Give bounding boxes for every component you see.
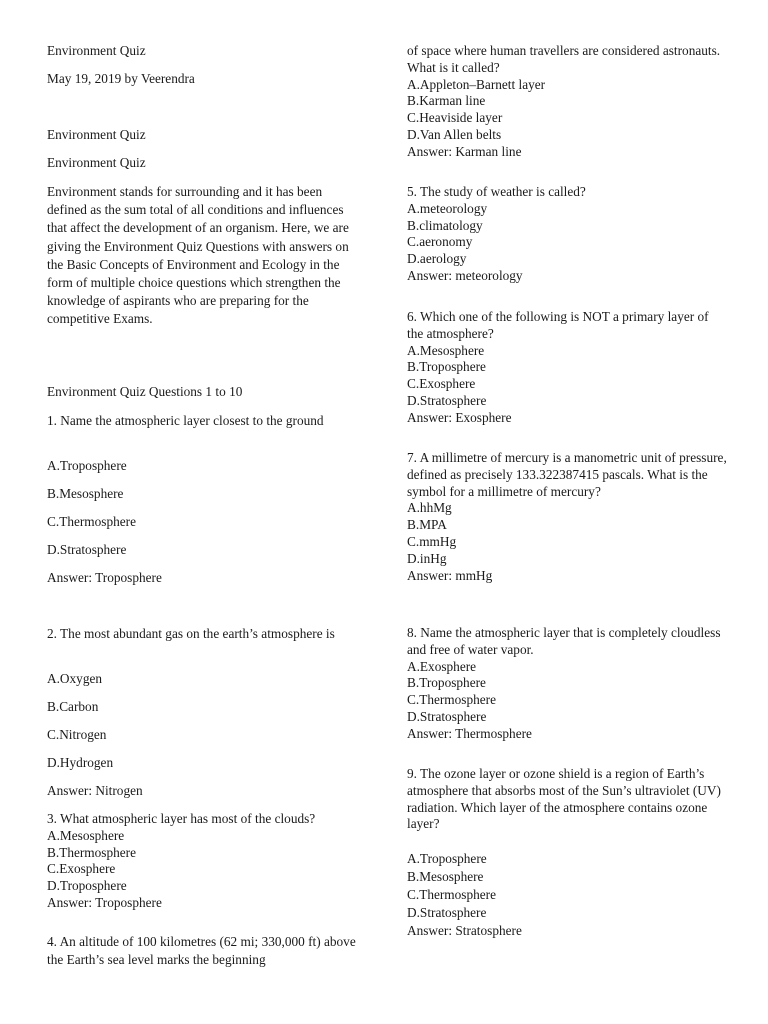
answer-line: Answer: Nitrogen [47,783,143,798]
heading-repeat-2: Environment Quiz [47,155,146,170]
option-a: A.Oxygen [47,671,103,686]
question-text: 3. What atmospheric layer has most of the clouds? [47,811,316,826]
option-b: B.climatology [407,217,483,233]
answer-line: Answer: Exosphere [407,409,512,425]
option-c: C.Heaviside layer [407,110,503,126]
option-d: D.Stratosphere [407,905,487,921]
question-text: 6. Which one of the following is NOT a primary layer of the atmosphere? [407,309,709,341]
option-c: C.Thermosphere [407,692,496,708]
section-heading: Environment Quiz Questions 1 to 10 [47,384,243,399]
question-4-continued [407,43,727,161]
option-d: D.Stratosphere [47,542,127,557]
answer-line: Answer: Troposphere [47,894,162,910]
option-a: A.Troposphere [47,458,127,473]
question-2 [47,625,365,798]
option-b: B.Mesosphere [407,869,484,885]
option-b: B.Thermosphere [47,844,136,860]
option-d: D.Van Allen belts [407,126,502,142]
question-6 [407,309,727,427]
option-a: A.hhMg [407,500,452,516]
option-b: B.Carbon [47,699,99,714]
option-d: D.inHg [407,550,447,566]
option-c: C.mmHg [407,533,457,549]
option-d: D.Troposphere [47,878,127,894]
question-text-continued: of space where human travellers are considered astronauts. What is it called? [407,43,721,75]
option-d: D.Stratosphere [407,708,487,724]
option-c: C.Nitrogen [47,727,107,742]
question-8 [407,625,727,743]
answer-line: Answer: Thermosphere [407,725,532,741]
date-byline: May 19, 2019 by Veerendra [47,71,195,86]
answer-line: Answer: meteorology [407,267,523,283]
option-b: B.Mesosphere [47,486,124,501]
question-9 [407,766,727,940]
intro-paragraph: Environment stands for surrounding and it has been defined as the sum total of all conditions and influences that affect the development of an organism. Here, we are giving the Environment Quiz Questions with answers on the Basic Concepts of Environment and Ecology in the form of multiple choice questions which strengthen the knowledge of aspirants who are preparing for the competitive Exams. [47,184,349,327]
answer-line: Answer: Troposphere [47,570,162,585]
option-c: C.Thermosphere [407,887,496,903]
answer-line: Answer: Stratosphere [407,923,522,939]
question-text: 4. An altitude of 100 kilometres (62 mi; 330,000 ft) above the Earth’s sea level marks the beginning [47,934,356,968]
doc-title: Environment Quiz [47,43,146,58]
option-b: B.Troposphere [407,359,486,375]
question-text: 1. Name the atmospheric layer closest to the ground [47,413,324,428]
question-text: 9. The ozone layer or ozone shield is a region of Earth’s atmosphere that absorbs most of the Sun’s ultraviolet (UV) radiation. Which layer of the atmosphere contains ozone layer? [407,766,721,832]
option-a: A.meteorology [407,200,488,216]
option-a: A.Appleton–Barnett layer [407,76,546,92]
option-b: B.Troposphere [407,675,486,691]
option-a: A.Troposphere [407,851,487,867]
heading-repeat-1: Environment Quiz [47,127,146,142]
option-b: B.MPA [407,517,447,533]
question-text: 8. Name the atmospheric layer that is completely cloudless and free of water vapor. [407,625,721,657]
question-text: 7. A millimetre of mercury is a manometric unit of pressure, defined as precisely 133.322387415 pascals. What is the symbol for a millimetre of mercury? [407,450,727,499]
option-d: D.aerology [407,251,467,267]
question-3 [47,811,365,912]
question-4-start [47,933,365,969]
option-c: C.Exosphere [47,861,116,877]
question-5 [407,184,727,285]
question-text: 2. The most abundant gas on the earth’s atmosphere is [47,626,335,641]
option-d: D.Hydrogen [47,755,114,770]
option-a: A.Mesosphere [47,827,125,843]
option-a: A.Exosphere [407,658,477,674]
option-b: B.Karman line [407,93,486,109]
question-text: 5. The study of weather is called? [407,184,586,199]
option-d: D.Stratosphere [407,392,487,408]
option-c: C.aeronomy [407,234,473,250]
option-c: C.Exosphere [407,376,476,392]
answer-line: Answer: Karman line [407,143,522,159]
option-a: A.Mesosphere [407,342,485,358]
option-c: C.Thermosphere [47,514,136,529]
question-7 [407,450,727,584]
answer-line: Answer: mmHg [407,567,493,583]
question-1 [47,412,365,585]
